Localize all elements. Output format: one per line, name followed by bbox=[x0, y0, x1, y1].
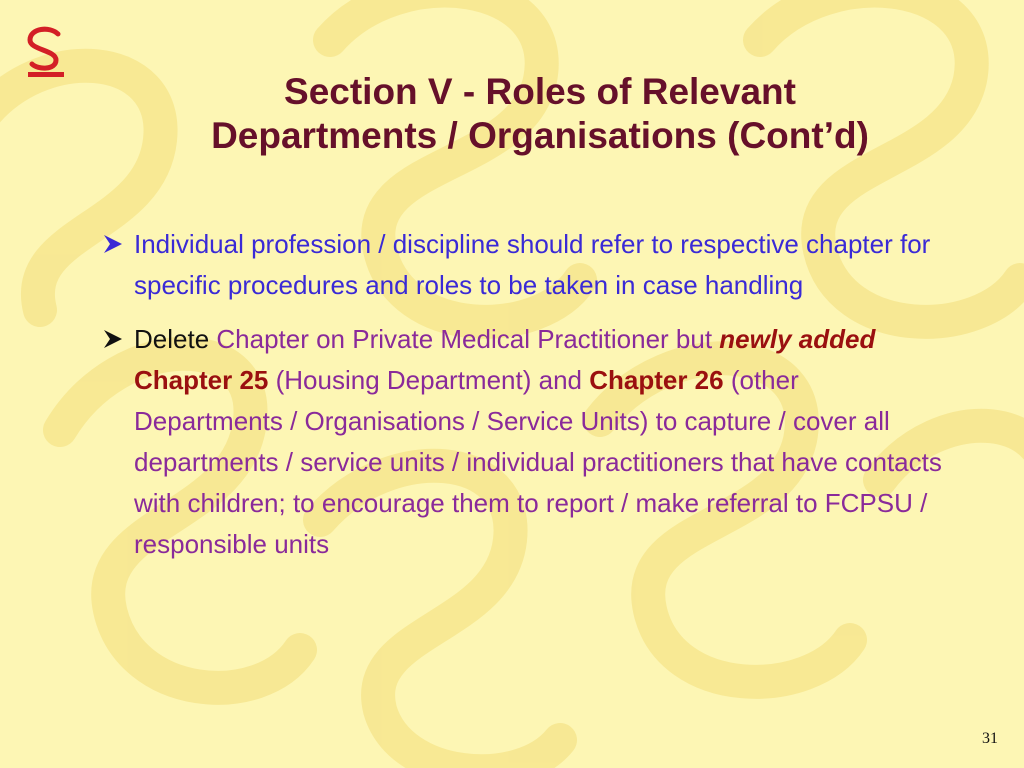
bullet-list bbox=[102, 224, 942, 565]
slide-title-line-2: Departments / Organisations (Cont’d) bbox=[211, 115, 869, 156]
bullet-text-newly-added: newly added bbox=[719, 324, 876, 354]
bullet-item-refer-chapters bbox=[102, 224, 942, 306]
bullet-text-chapter-26: Chapter 26 bbox=[589, 365, 724, 395]
slide-title-line-1: Section V - Roles of Relevant bbox=[284, 71, 796, 112]
bullet-text-delete: Delete bbox=[134, 324, 210, 354]
slide-title bbox=[100, 70, 980, 158]
page-number: 31 bbox=[982, 730, 998, 747]
department-logo-icon bbox=[20, 24, 72, 80]
bullet-text-private-practitioner: Chapter on Private Medical Practitioner but bbox=[209, 324, 720, 354]
arrowhead-bullet-icon bbox=[102, 328, 124, 350]
bullet-text-other-departments: (other Departments / Organisations / Service Units) to capture / cover all departments / service units / individual practitioners that have contacts with children; to encourage them to report / make referral to FCPSU / responsible units bbox=[134, 365, 942, 559]
bullet-text-housing-department: (Housing Department) and bbox=[268, 365, 590, 395]
bullet-item-delete-chapter bbox=[102, 319, 942, 565]
bullet-text-chapter-25: Chapter 25 bbox=[134, 365, 269, 395]
bullet-text-refer-chapters: Individual profession / discipline should refer to respective chapter for specific procedures and roles to be taken in case handling bbox=[134, 229, 931, 300]
arrowhead-bullet-icon bbox=[102, 233, 124, 255]
